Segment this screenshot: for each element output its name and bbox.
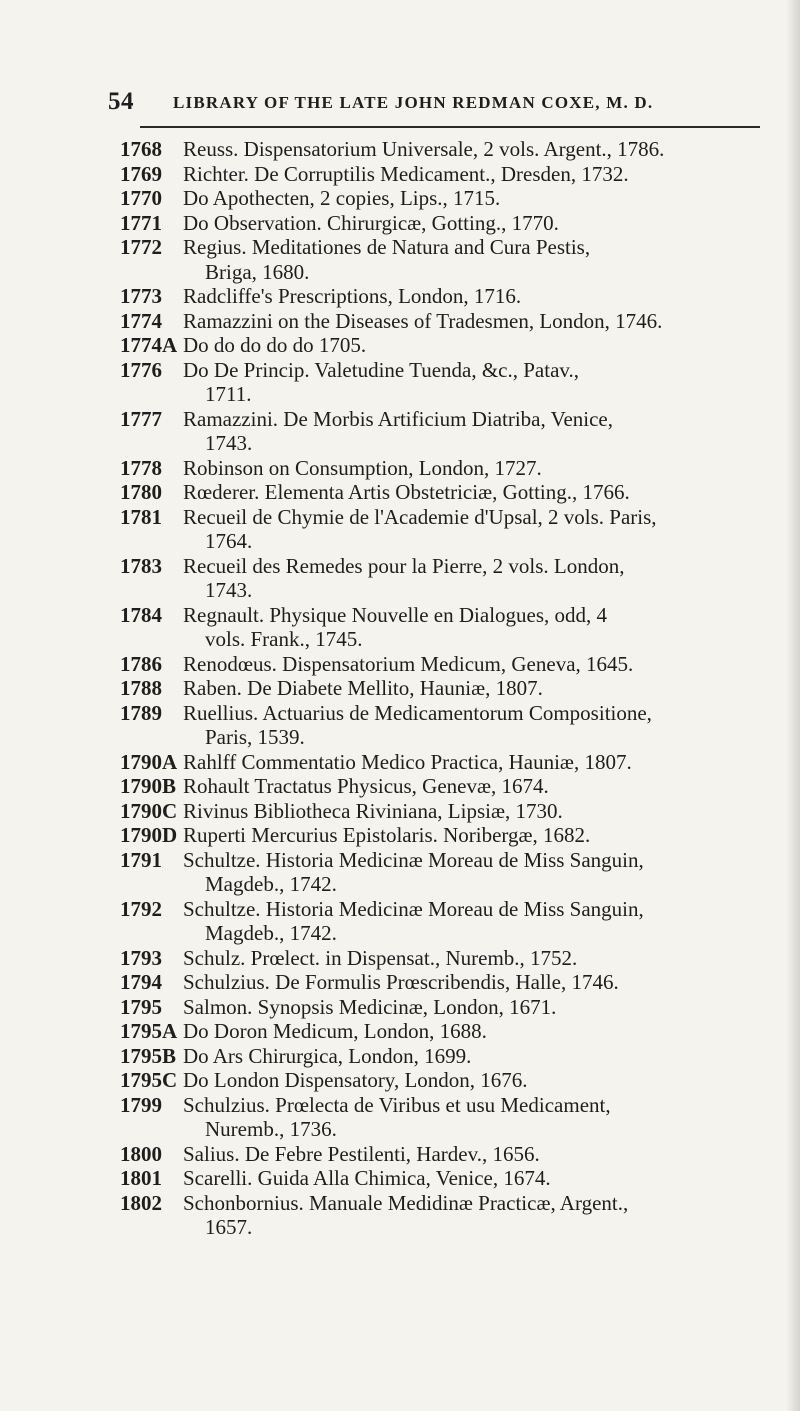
entry-number: 1792 xyxy=(120,896,162,921)
entry-text xyxy=(183,480,780,505)
entry-line: Richter. De Corruptilis Medicament., Dresden, 1732. xyxy=(183,161,629,186)
entry-number: 1772 xyxy=(120,235,162,259)
entry-continuation-line: Paris, 1539. xyxy=(205,725,305,749)
entry-line: Raben. De Diabete Mellito, Hauniæ, 1807. xyxy=(183,676,543,700)
entry-text xyxy=(183,1093,780,1142)
entry-number: 1783 xyxy=(120,553,162,578)
entry-number: 1776 xyxy=(120,357,162,382)
entry-number: 1794 xyxy=(120,970,162,994)
catalog-entry xyxy=(120,995,780,1020)
entry-text xyxy=(183,309,780,334)
entry-text xyxy=(183,137,780,162)
entry-text xyxy=(183,676,780,701)
entry-number: 1778 xyxy=(120,455,162,480)
catalog-entry xyxy=(120,456,780,481)
entry-continuation-line: 1743. xyxy=(205,578,253,602)
catalog-entry xyxy=(120,1093,780,1142)
entry-text xyxy=(183,897,780,946)
catalog-entry xyxy=(120,774,780,799)
entry-number: 1781 xyxy=(120,504,162,529)
entry-line: Schultze. Historia Medicinæ Moreau de Miss Sanguin, xyxy=(183,896,644,921)
entry-line: Do De Princip. Valetudine Tuenda, &c., Patav., xyxy=(183,357,580,382)
catalog-entry xyxy=(120,358,780,407)
entry-text xyxy=(183,1142,780,1167)
entry-text xyxy=(183,211,780,236)
catalog-entry xyxy=(120,897,780,946)
catalog-entry xyxy=(120,946,780,971)
entry-line: Ruperti Mercurius Epistolaris. Noribergæ, 1682. xyxy=(183,823,591,847)
catalog-entry xyxy=(120,823,780,848)
entry-text xyxy=(183,995,780,1020)
entry-line: Reuss. Dispensatorium Universale, 2 vols. Argent., 1786. xyxy=(183,137,665,161)
entry-line: Recueil des Remedes pour la Pierre, 2 vols. London, xyxy=(183,553,625,578)
entry-line: Robinson on Consumption, London, 1727. xyxy=(183,455,542,480)
page-edge-shadow xyxy=(786,0,800,1411)
catalog-entries xyxy=(120,137,780,1240)
entry-text xyxy=(183,358,780,407)
entry-continuation-line: vols. Frank., 1745. xyxy=(205,627,363,651)
catalog-entry xyxy=(120,1068,780,1093)
entry-line: Recueil de Chymie de l'Academie d'Upsal, 2 vols. Paris, xyxy=(183,504,657,529)
entry-number: 1795C xyxy=(120,1068,178,1092)
page-header xyxy=(108,88,758,118)
entry-text xyxy=(183,823,780,848)
entry-number: 1784 xyxy=(120,602,162,627)
entry-number: 1791 xyxy=(120,847,162,872)
entry-number: 1790D xyxy=(120,823,178,847)
page-number: 54 xyxy=(108,88,134,115)
entry-text xyxy=(183,848,780,897)
entry-line: Salius. De Febre Pestilenti, Hardev., 1656. xyxy=(183,1141,540,1166)
catalog-entry xyxy=(120,848,780,897)
entry-continuation-line: 1743. xyxy=(205,431,253,455)
entry-number: 1777 xyxy=(120,406,162,431)
entry-text xyxy=(183,946,780,971)
entry-line: Schulzius. De Formulis Prœscribendis, Halle, 1746. xyxy=(183,970,619,994)
catalog-entry xyxy=(120,480,780,505)
catalog-entry xyxy=(120,1142,780,1167)
entry-line: Do Apothecten, 2 copies, Lips., 1715. xyxy=(183,186,501,210)
entry-continuation-line: 1657. xyxy=(205,1215,253,1239)
entry-number: 1795B xyxy=(120,1043,177,1068)
catalog-entry xyxy=(120,162,780,187)
entry-text xyxy=(183,284,780,309)
catalog-entry xyxy=(120,1191,780,1240)
catalog-entry xyxy=(120,407,780,456)
entry-line: Schonbornius. Manuale Medidinæ Practicæ, Argent., xyxy=(183,1190,629,1215)
entry-line: Rahlff Commentatio Medico Practica, Hauniæ, 1807. xyxy=(183,749,632,774)
entry-text xyxy=(183,652,780,677)
entry-line: Regnault. Physique Nouvelle en Dialogues, odd, 4 xyxy=(183,602,608,627)
entry-number: 1790A xyxy=(120,749,178,774)
entry-line: Ramazzini. De Morbis Artificium Diatriba, Venice, xyxy=(183,406,613,431)
entry-continuation-line: Magdeb., 1742. xyxy=(205,921,337,945)
entry-number: 1801 xyxy=(120,1166,162,1190)
catalog-entry xyxy=(120,505,780,554)
entry-number: 1800 xyxy=(120,1141,162,1166)
entry-text xyxy=(183,162,780,187)
entry-line: Do Doron Medicum, London, 1688. xyxy=(183,1019,487,1043)
entry-text xyxy=(183,456,780,481)
entry-text xyxy=(183,774,780,799)
catalog-entry xyxy=(120,1166,780,1191)
catalog-entry xyxy=(120,554,780,603)
entry-line: Rohault Tractatus Physicus, Genevæ, 1674. xyxy=(183,774,549,798)
entry-line: Salmon. Synopsis Medicinæ, London, 1671. xyxy=(183,994,557,1019)
entry-line: Do Ars Chirurgica, London, 1699. xyxy=(183,1043,472,1068)
catalog-entry xyxy=(120,652,780,677)
entry-number: 1793 xyxy=(120,945,162,970)
catalog-entry xyxy=(120,701,780,750)
entry-number: 1795A xyxy=(120,1019,178,1043)
entry-text xyxy=(183,505,780,554)
entry-text xyxy=(183,970,780,995)
catalog-entry xyxy=(120,1019,780,1044)
entry-number: 1786 xyxy=(120,651,162,676)
entry-continuation-line: Nuremb., 1736. xyxy=(205,1117,337,1141)
catalog-entry xyxy=(120,1044,780,1069)
entry-text xyxy=(183,235,780,284)
header-rule xyxy=(140,126,760,128)
entry-text xyxy=(183,186,780,211)
entry-continuation-line: Magdeb., 1742. xyxy=(205,872,337,896)
entry-line: Do Observation. Chirurgicæ, Gotting., 1770. xyxy=(183,210,559,235)
entry-text xyxy=(183,1044,780,1069)
entry-line: Ruellius. Actuarius de Medicamentorum Compositione, xyxy=(183,700,652,725)
entry-text xyxy=(183,407,780,456)
catalog-entry xyxy=(120,750,780,775)
entry-text xyxy=(183,750,780,775)
entry-text xyxy=(183,1191,780,1240)
entry-number: 1770 xyxy=(120,186,162,210)
entry-text xyxy=(183,1019,780,1044)
entry-text xyxy=(183,603,780,652)
catalog-entry xyxy=(120,676,780,701)
entry-number: 1795 xyxy=(120,994,162,1019)
entry-number: 1802 xyxy=(120,1190,162,1215)
entry-line: Rivinus Bibliotheca Riviniana, Lipsiæ, 1730. xyxy=(183,798,563,823)
entry-line: Ramazzini on the Diseases of Tradesmen, London, 1746. xyxy=(183,308,663,333)
catalog-entry xyxy=(120,235,780,284)
entry-number: 1790C xyxy=(120,798,178,823)
entry-number: 1769 xyxy=(120,161,162,186)
entry-text xyxy=(183,554,780,603)
entry-number: 1771 xyxy=(120,210,162,235)
catalog-entry xyxy=(120,603,780,652)
catalog-entry xyxy=(120,137,780,162)
running-head: LIBRARY OF THE LATE JOHN REDMAN COXE, M. D. xyxy=(173,93,654,112)
entry-continuation-line: 1711. xyxy=(205,382,252,406)
entry-text xyxy=(183,333,780,358)
entry-number: 1768 xyxy=(120,137,162,161)
entry-line: Regius. Meditationes de Natura and Cura Pestis, xyxy=(183,235,591,259)
entry-text xyxy=(183,1068,780,1093)
catalog-entry xyxy=(120,799,780,824)
catalog-entry xyxy=(120,970,780,995)
entry-number: 1773 xyxy=(120,284,162,308)
entry-line: Do do do do do 1705. xyxy=(183,333,367,357)
entry-text xyxy=(183,799,780,824)
entry-number: 1790B xyxy=(120,774,177,798)
entry-text xyxy=(183,701,780,750)
catalog-entry xyxy=(120,211,780,236)
entry-text xyxy=(183,1166,780,1191)
entry-line: Schultze. Historia Medicinæ Moreau de Miss Sanguin, xyxy=(183,847,644,872)
entry-line: Renodœus. Dispensatorium Medicum, Geneva, 1645. xyxy=(183,651,634,676)
entry-number: 1799 xyxy=(120,1092,162,1117)
entry-line: Radcliffe's Prescriptions, London, 1716. xyxy=(183,284,522,308)
catalog-entry xyxy=(120,333,780,358)
entry-number: 1780 xyxy=(120,480,162,504)
entry-line: Schulz. Prœlect. in Dispensat., Nuremb., 1752. xyxy=(183,945,578,970)
entry-continuation-line: Briga, 1680. xyxy=(205,259,310,284)
entry-line: Schulzius. Prœlecta de Viribus et usu Medicament, xyxy=(183,1092,611,1117)
entry-continuation-line: 1764. xyxy=(205,529,253,553)
entry-number: 1774A xyxy=(120,333,178,357)
entry-line: Scarelli. Guida Alla Chimica, Venice, 1674. xyxy=(183,1166,551,1190)
catalog-entry xyxy=(120,309,780,334)
entry-number: 1788 xyxy=(120,676,162,700)
entry-number: 1789 xyxy=(120,700,162,725)
catalog-entry xyxy=(120,186,780,211)
entry-line: Do London Dispensatory, London, 1676. xyxy=(183,1068,528,1092)
catalog-entry xyxy=(120,284,780,309)
entry-line: Rœderer. Elementa Artis Obstetriciæ, Gotting., 1766. xyxy=(183,480,630,504)
entry-number: 1774 xyxy=(120,308,162,333)
